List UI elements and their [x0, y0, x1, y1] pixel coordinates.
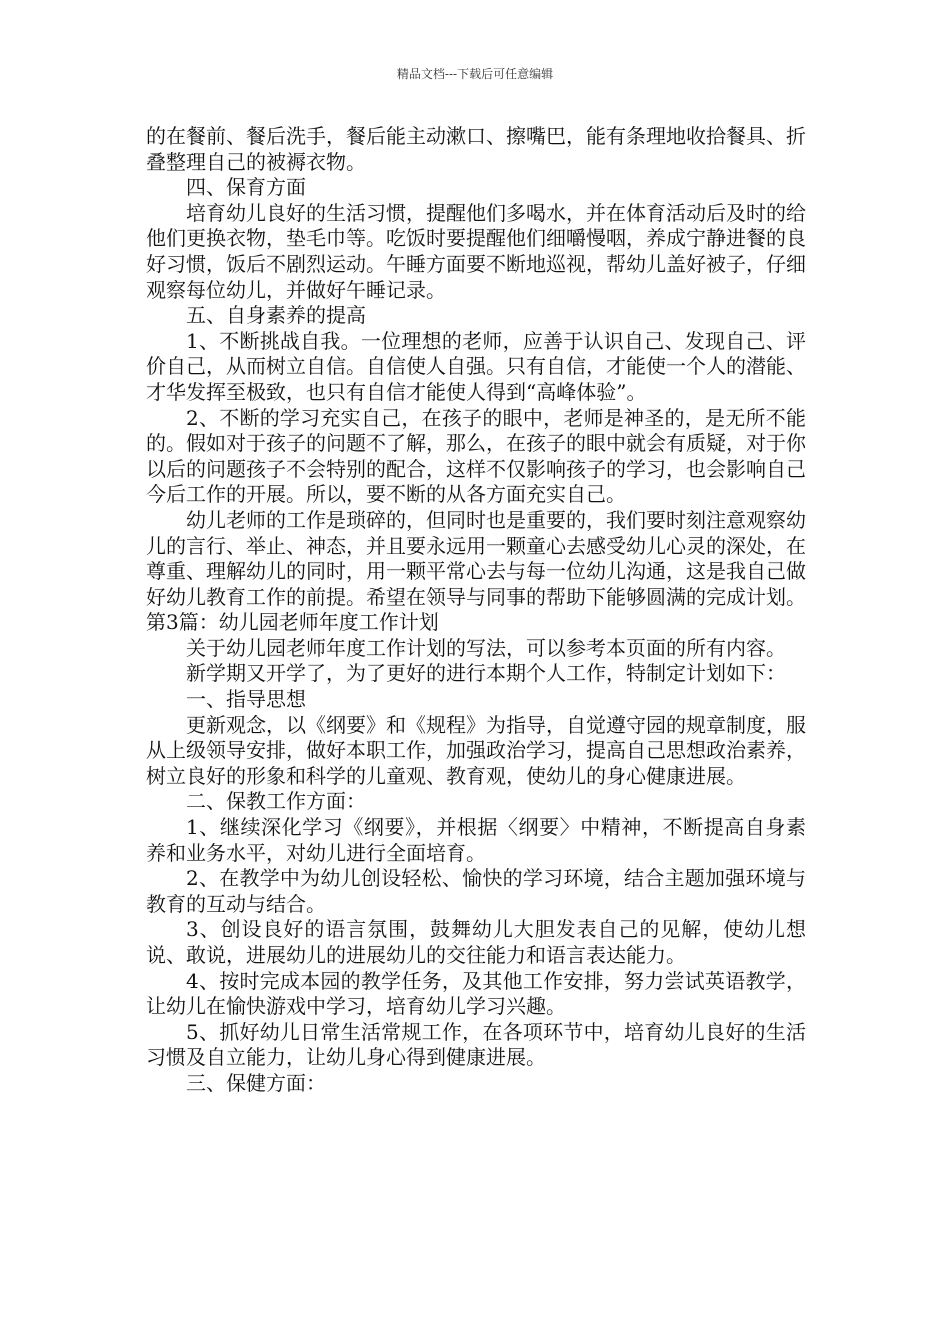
section-heading-self-improvement: 五、自身素养的提高: [186, 303, 366, 328]
section-heading-guiding-thought: 一、指导思想: [186, 687, 306, 712]
page-header: 精品文档---下载后可任意编辑: [396, 67, 554, 81]
paragraph: 培育幼儿良好的生活习惯，提醒他们多喝水，并在体育活动后及时的给他们更换衣物，垫毛巾等。吃饭时要提醒他们细嚼慢咽，养成宁静进餐的良好习惯，饭后不剧烈运动。午睡方面要不断地巡视，帮幼儿盖好被子，仔细观察每位幼儿，并做好午睡记录。: [146, 200, 806, 302]
paragraph: 3、创设良好的语言氛围，鼓舞幼儿大胆发表自己的见解，使幼儿想说、敢说，进展幼儿的进展幼儿的交往能力和语言表达能力。: [146, 917, 806, 967]
paragraph: 2、在教学中为幼儿创设轻松、愉快的学习环境，结合主题加强环境与教育的互动与结合。: [146, 866, 806, 916]
paragraph: 新学期又开学了，为了更好的进行本期个人工作，特制定计划如下：: [186, 661, 786, 686]
section-heading-childcare: 四、保育方面: [186, 175, 306, 200]
paragraph: 更新观念，以《纲要》和《规程》为指导，自觉遵守园的规章制度，服从上级领导安排，做好本职工作，加强政治学习，提高自己思想政治素养，树立良好的形象和科学的儿童观、教育观，使幼儿的身心健康进展。: [146, 712, 806, 788]
section-heading-teaching-work: 二、保教工作方面：: [186, 789, 366, 814]
paragraph-continued: 的在餐前、餐后洗手，餐后能主动漱口、擦嘴巴，能有条理地收拾餐具、折叠整理自己的被褥衣物。: [146, 124, 806, 174]
paragraph: 2、不断的学习充实自己，在孩子的眼中，老师是神圣的，是无所不能的。假如对于孩子的问题不了解，那么，在孩子的眼中就会有质疑，对于你以后的问题孩子不会特别的配合，这样不仅影响孩子的学习，也会影响自己今后工作的开展。所以，要不断的从各方面充实自己。: [146, 405, 806, 507]
section-heading-health-care: 三、保健方面：: [186, 1070, 326, 1095]
paragraph: 幼儿老师的工作是琐碎的，但同时也是重要的，我们要时刻注意观察幼儿的言行、举止、神态，并且要永远用一颗童心去感受幼儿心灵的深处，在尊重、理解幼儿的同时，用一颗平常心去与每一位幼儿沟通，这是我自己做好幼儿教育工作的前提。希望在领导与同事的帮助下能够圆满的完成计划。第3篇：幼儿园老师年度工作计划: [146, 507, 806, 635]
paragraph: 1、不断挑战自我。一位理想的老师，应善于认识自己、发现自己、评价自己，从而树立自信。自信使人自强。只有自信，才能使一个人的潜能、才华发挥至极致，也只有自信才能使人得到“高峰体验”。: [146, 328, 806, 404]
document-body: [146, 124, 806, 1097]
paragraph: 4、按时完成本园的教学任务，及其他工作安排，努力尝试英语教学，让幼儿在愉快游戏中学习，培育幼儿学习兴趣。: [146, 968, 806, 1019]
paragraph: 5、抓好幼儿日常生活常规工作，在各项环节中，培育幼儿良好的生活习惯及自立能力，让幼儿身心得到健康进展。: [146, 1019, 806, 1070]
paragraph: 关于幼儿园老师年度工作计划的写法，可以参考本页面的所有内容。: [186, 635, 786, 660]
paragraph: 1、继续深化学习《纲要》，并根据〈纲要〉中精神，不断提高自身素养和业务水平，对幼儿进行全面培育。: [146, 815, 806, 865]
